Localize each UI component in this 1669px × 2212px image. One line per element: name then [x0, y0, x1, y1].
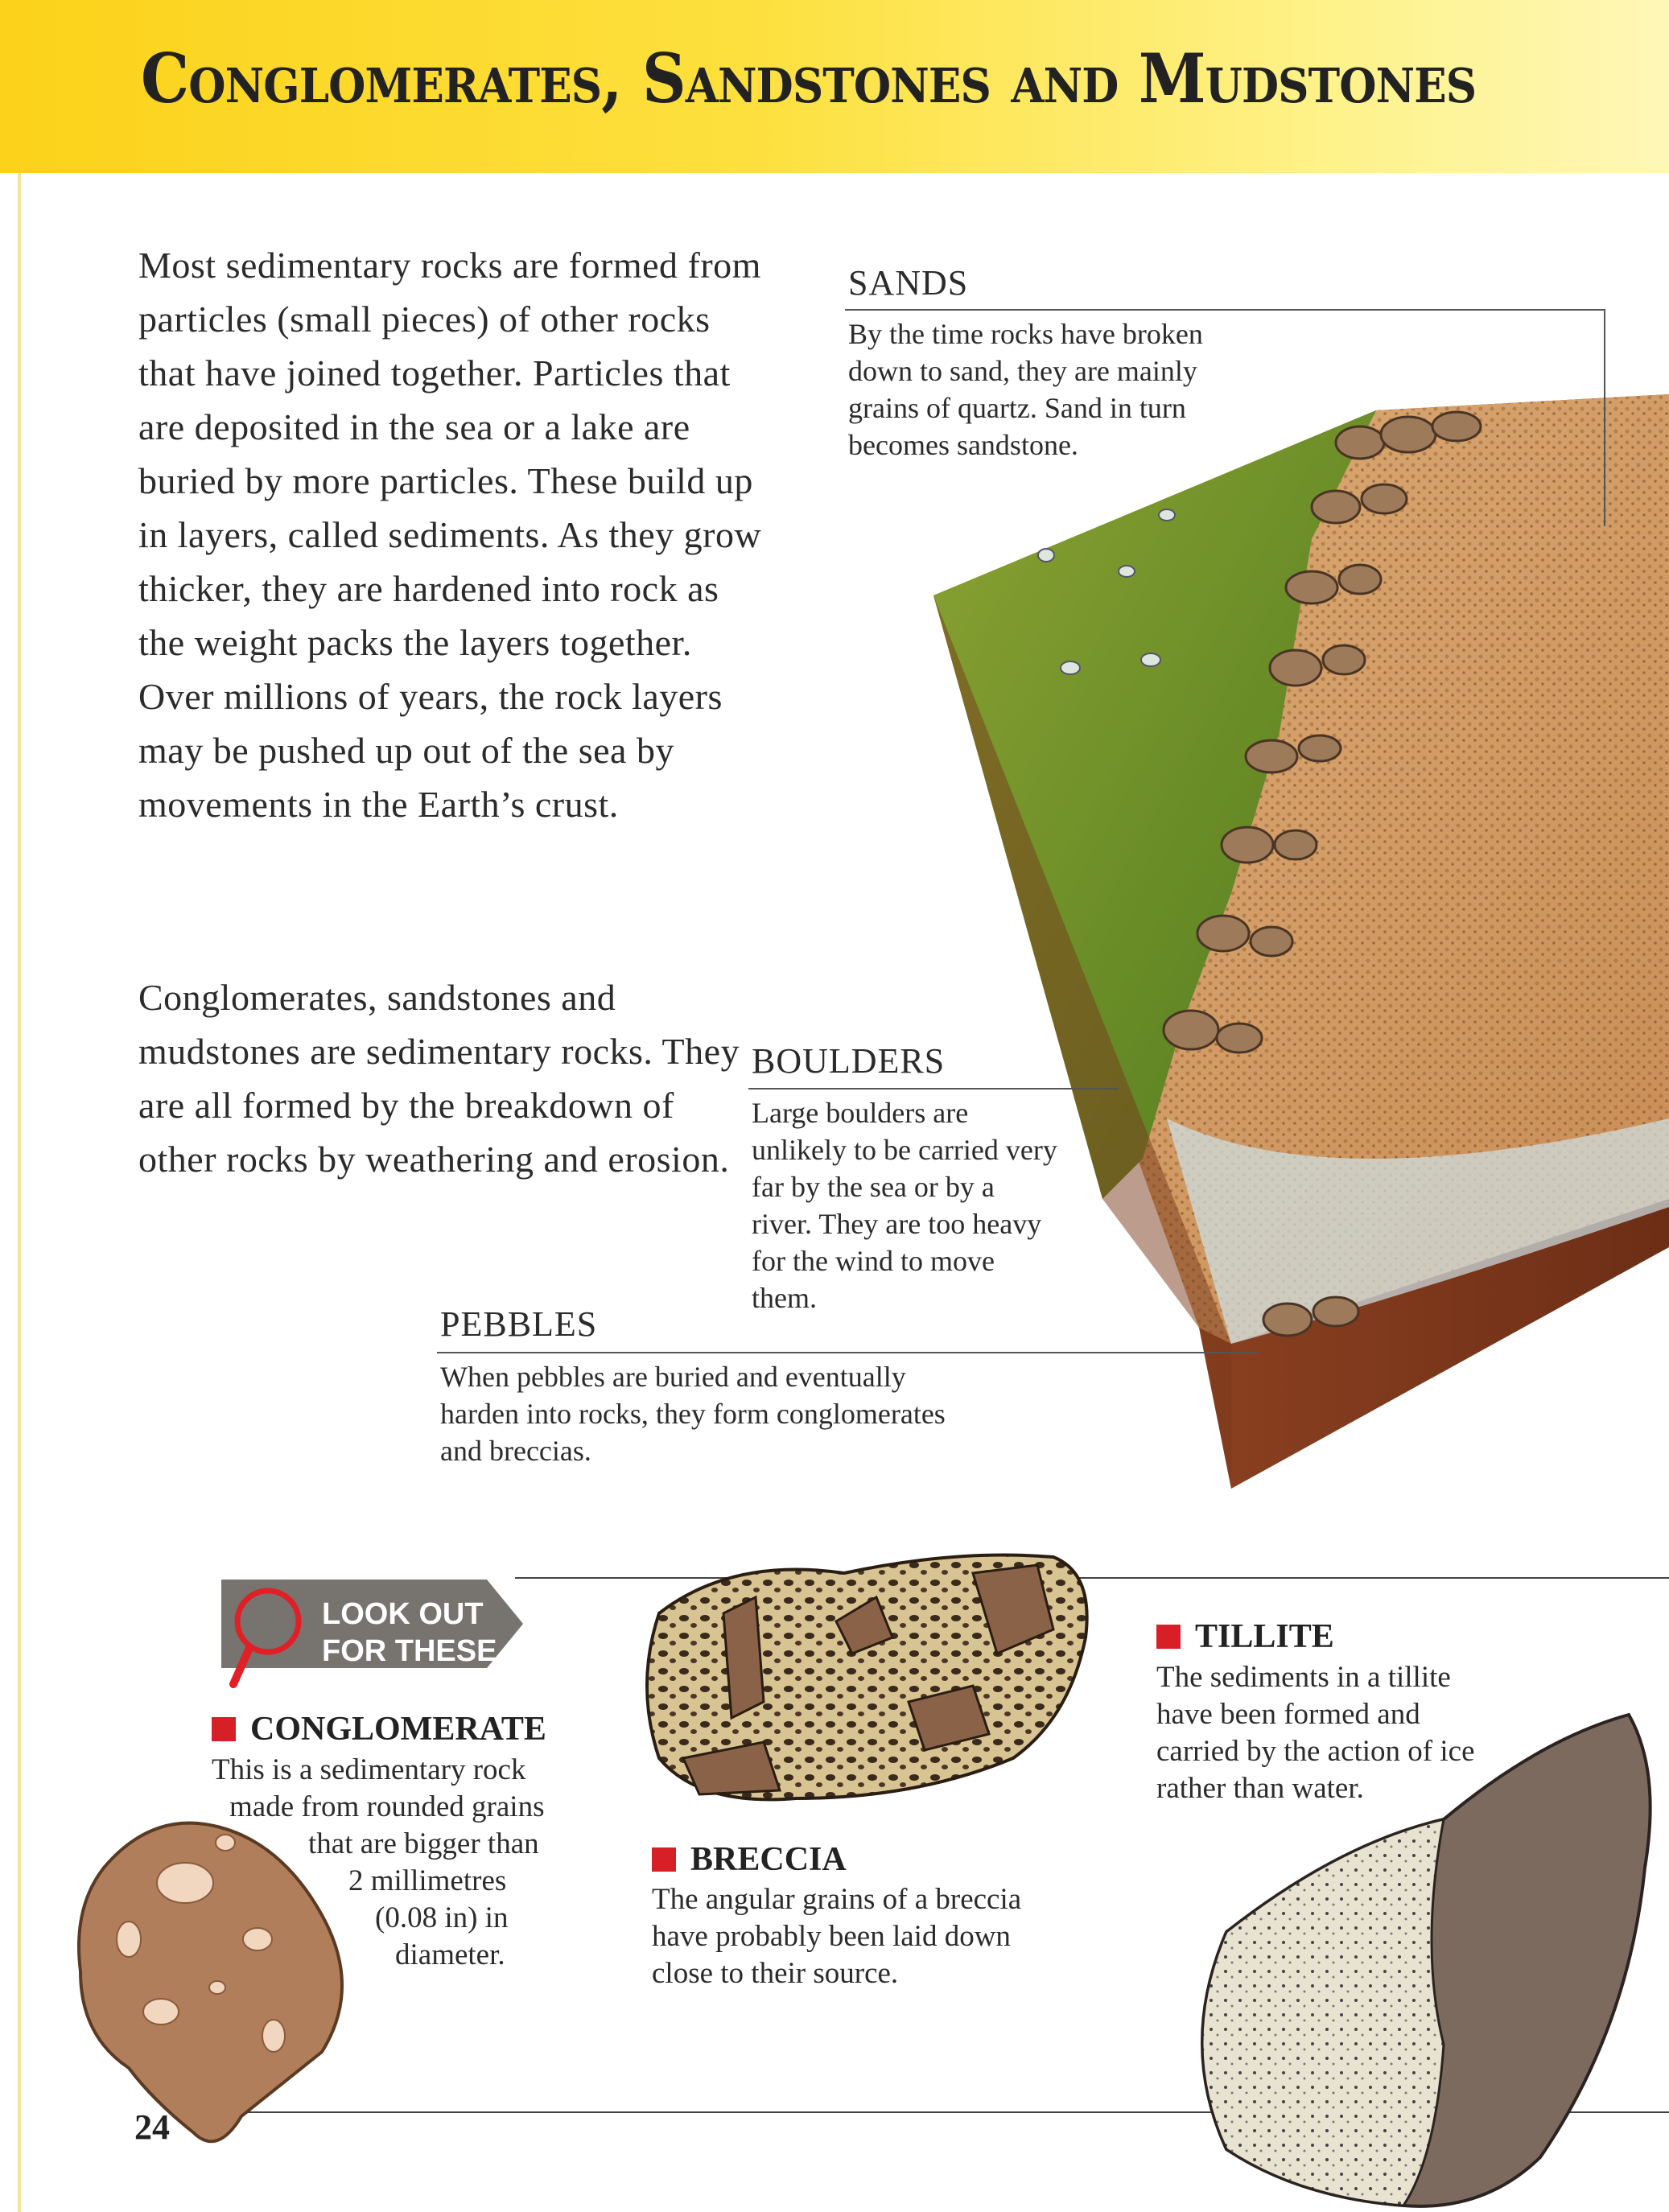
- sands-text: By the time rocks have broken down to sand, they are mainly grains of quartz. Sand in turn becomes sandstone.: [848, 318, 1203, 461]
- breccia-text: The angular grains of a breccia have probably been laid down close to their source.: [652, 1883, 1022, 1990]
- boulders-text: Large boulders are unlikely to be carried very far by the sea or by a river. They are too heavy for the wind to move them.: [752, 1097, 1057, 1314]
- text-line: This is a sedimentary rock: [212, 1753, 526, 1786]
- tillite-heading: [1156, 1617, 1334, 1656]
- red-bullet: [1156, 1625, 1181, 1649]
- conglomerate-rock-image: [56, 1794, 362, 2156]
- breccia-rock-image: [635, 1541, 1098, 1819]
- red-bullet: [652, 1847, 676, 1872]
- sediment-landscape-illustration: [925, 394, 1669, 1505]
- text-line: 2 millimetres: [348, 1864, 507, 1897]
- text-line: (0.08 in) in: [375, 1901, 509, 1934]
- sands-pointer: [1604, 309, 1605, 526]
- red-bullet: [212, 1717, 236, 1741]
- conglomerate-title: CONGLOMERATE: [250, 1711, 546, 1748]
- look-out-text: [322, 1596, 497, 1670]
- conglomerate-heading: [212, 1710, 546, 1749]
- page-edge: [18, 173, 21, 2212]
- intro-paragraph-1: Most sedimentary rocks are formed from particles (small pieces) of other rocks that have joined together. Particles that are deposited in the sea or a lake are buried by more particles. These build up in layers, called sediments. As they grow thicker, they are hardened into rock as the weight packs the layers together. Over millions of years, the rock layers may be pushed up out of the sea by movements in the Earth’s crust.: [138, 245, 762, 825]
- tillite-text: The sediments in a tillite have been formed and carried by the action of ice rather than water.: [1156, 1661, 1475, 1805]
- tillite-title: TILLITE: [1195, 1618, 1334, 1655]
- tillite-rock-image: [1178, 1707, 1669, 2212]
- sands-rule: [845, 309, 1605, 311]
- look-out-line-1: LOOK OUT: [322, 1597, 484, 1631]
- pebbles-text: When pebbles are buried and eventually harden into rocks, they form conglomerates and breccias.: [440, 1361, 946, 1467]
- look-out-badge: [221, 1580, 527, 1712]
- text-line: that are bigger than: [308, 1827, 539, 1860]
- boulders-rule: [748, 1088, 1119, 1090]
- pebbles-label: PEBBLES: [440, 1304, 598, 1344]
- text-line: diameter.: [395, 1938, 505, 1971]
- boulders-label: BOULDERS: [752, 1041, 946, 1081]
- text-line: made from rounded grains: [229, 1790, 545, 1823]
- pebbles-rule: [437, 1352, 1258, 1353]
- page-title: Conglomerates, Sandstones and Mudstones: [141, 39, 1477, 118]
- sands-label: SANDS: [848, 263, 969, 303]
- breccia-heading: [652, 1840, 847, 1879]
- page-number: 24: [134, 2107, 170, 2147]
- look-out-line-2: FOR THESE: [322, 1634, 497, 1668]
- breccia-title: BRECCIA: [690, 1841, 847, 1878]
- intro-paragraph-2: Conglomerates, sandstones and mudstones are sedimentary rocks. They are all formed by the breakdown of other rocks by weathering and erosion.: [138, 977, 740, 1180]
